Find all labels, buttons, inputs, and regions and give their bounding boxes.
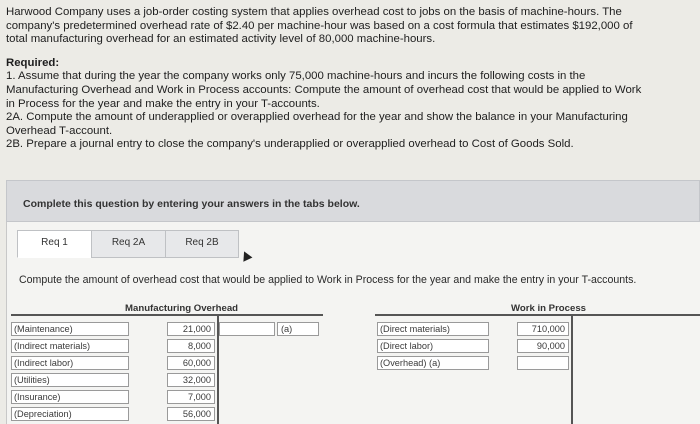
mfg-debit-amount-4[interactable]: 32,000 — [167, 373, 215, 387]
mfg-debit-label-2[interactable]: (Indirect materials) — [11, 339, 129, 353]
mfg-credit-label-1[interactable]: (a) — [277, 322, 319, 336]
wip-debit-label-1[interactable]: (Direct materials) — [377, 322, 489, 336]
mfg-debit-amount-5[interactable]: 7,000 — [167, 390, 215, 404]
intro-line-3: total manufacturing overhead for an estimated activity level of 80,000 machine-hours. — [6, 33, 436, 46]
wip-debit-label-3[interactable]: (Overhead) (a) — [377, 356, 489, 370]
requirement-line-3: in Process for the year and make the entry in your T-accounts. — [6, 97, 320, 110]
mfg-credit-amount-1[interactable] — [219, 322, 275, 336]
requirement-line-1: 1. Assume that during the year the company works only 75,000 machine-hours and incurs the following costs in the — [6, 70, 586, 83]
wip-title: Work in Process — [511, 303, 587, 314]
wip-t-line — [375, 314, 700, 316]
mfg-debit-amount-2[interactable]: 8,000 — [167, 339, 215, 353]
mfg-debit-label-5[interactable]: (Insurance) — [11, 390, 129, 404]
intro-line-2: company's predetermined overhead rate of $2.40 per machine-hour was based on a cost formula that estimates $192,000 of — [6, 19, 633, 32]
mfg-debit-label-4[interactable]: (Utilities) — [11, 373, 129, 387]
wip-debit-amount-1[interactable]: 710,000 — [517, 322, 569, 336]
mfg-debit-label-1[interactable]: (Maintenance) — [11, 322, 129, 336]
requirement-line-5: Overhead T-account. — [6, 124, 113, 137]
wip-debit-amount-2[interactable]: 90,000 — [517, 339, 569, 353]
tab-bar — [17, 230, 239, 258]
tab-req-2b[interactable]: Req 2B — [165, 230, 239, 258]
requirement-line-2: Manufacturing Overhead and Work in Process accounts: Compute the amount of overhead cost that would be applied to Work — [6, 83, 642, 96]
mfg-debit-amount-3[interactable]: 60,000 — [167, 356, 215, 370]
wip-debit-amount-3[interactable] — [517, 356, 569, 370]
mfg-debit-amount-1[interactable]: 21,000 — [167, 322, 215, 336]
mfg-debit-amount-6[interactable]: 56,000 — [167, 407, 215, 421]
tab-req-1[interactable]: Req 1 — [17, 230, 91, 258]
requirement-line-6: 2B. Prepare a journal entry to close the company's underapplied or overapplied overhead to Cost of Goods Sold. — [6, 138, 574, 151]
mfg-debit-label-3[interactable]: (Indirect labor) — [11, 356, 129, 370]
tabs-panel — [6, 222, 700, 424]
mouse-cursor-icon — [240, 249, 253, 261]
tab-req-2a[interactable]: Req 2A — [91, 230, 165, 258]
wip-debit-label-2[interactable]: (Direct labor) — [377, 339, 489, 353]
problem-statement — [6, 6, 696, 152]
mfg-debit-label-6[interactable]: (Depreciation) — [11, 407, 129, 421]
intro-line-1: Harwood Company uses a job-order costing system that applies overhead cost to jobs on the basis of machine-hours. The — [6, 6, 622, 18]
tab-instruction: Compute the amount of overhead cost that would be applied to Work in Process for the year and make the entry in your T-accounts. — [19, 274, 637, 286]
required-heading: Required: — [6, 56, 60, 69]
wip-t-divider — [571, 316, 573, 424]
mfg-overhead-t-line — [11, 314, 323, 316]
requirement-line-4: 2A. Compute the amount of underapplied or overapplied overhead for the year and show the balance in your Manufacturing — [6, 111, 628, 124]
mfg-overhead-title: Manufacturing Overhead — [125, 303, 239, 314]
instructions-banner: Complete this question by entering your answers in the tabs below. — [6, 180, 700, 222]
